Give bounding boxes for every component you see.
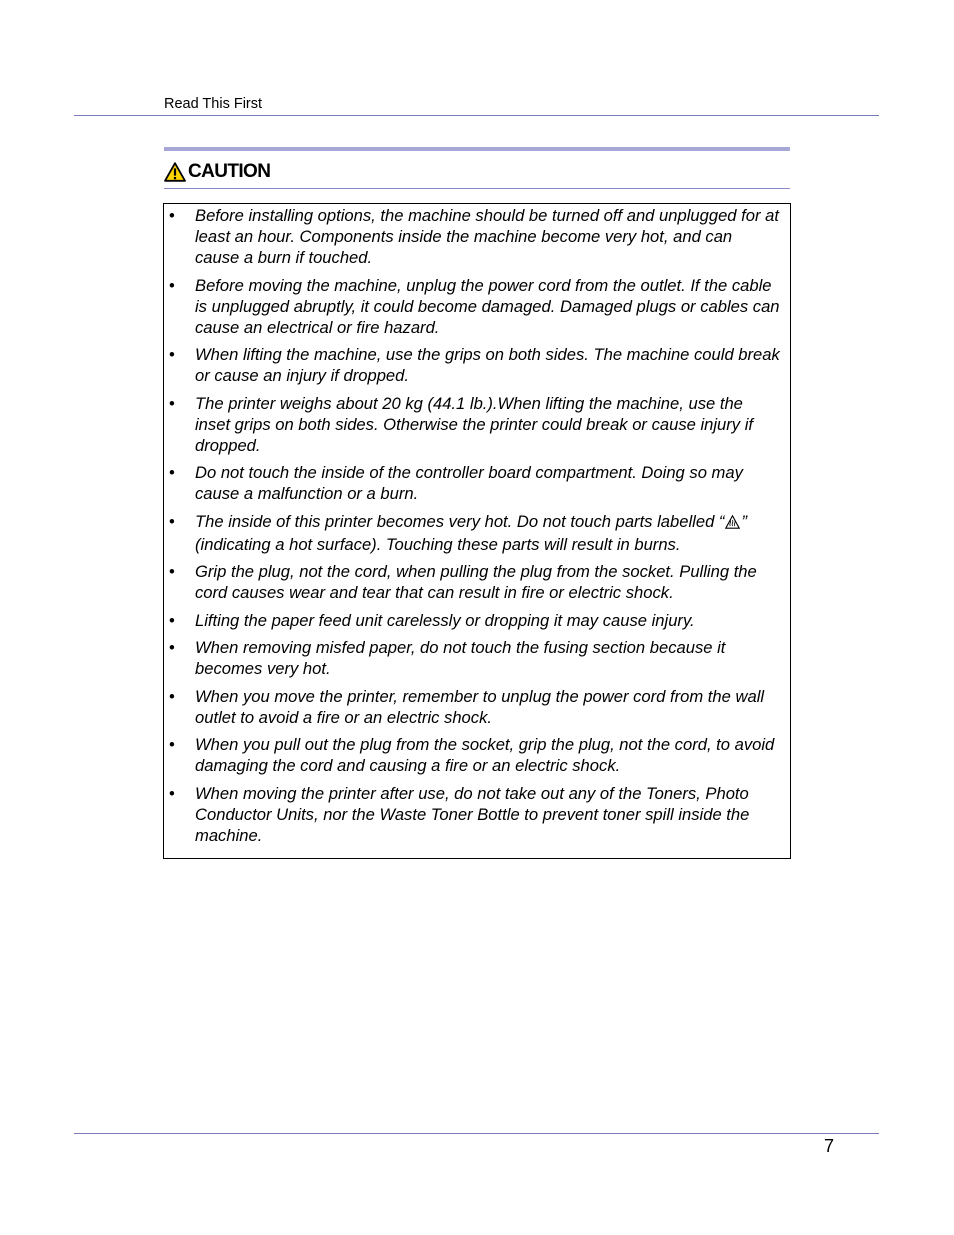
caution-item bbox=[164, 462, 790, 504]
caution-heading bbox=[164, 160, 270, 184]
caution-item-text: When lifting the machine, use the grips on both sides. The machine could break or cause an injury if dropped. bbox=[195, 345, 780, 385]
caution-item-text: When removing misfed paper, do not touch the fusing section because it becomes very hot. bbox=[195, 638, 726, 678]
caution-item-text: The inside of this printer becomes very hot. Do not touch parts labelled “ bbox=[195, 511, 725, 531]
caution-top-bar bbox=[164, 147, 790, 151]
bullet-icon: • bbox=[169, 686, 175, 706]
bullet-icon: • bbox=[169, 562, 175, 581]
caution-item bbox=[164, 344, 790, 386]
bullet-icon: • bbox=[169, 393, 175, 413]
hot-surface-icon bbox=[725, 513, 740, 534]
bullet-icon: • bbox=[169, 206, 175, 225]
caution-item bbox=[164, 275, 790, 338]
caution-item bbox=[164, 637, 790, 679]
caution-item bbox=[164, 205, 790, 268]
footer-divider bbox=[74, 1133, 879, 1134]
caution-item bbox=[164, 610, 790, 631]
bullet-icon: • bbox=[169, 463, 175, 482]
bullet-icon: • bbox=[169, 638, 175, 657]
bullet-icon: • bbox=[169, 735, 175, 754]
bullet-icon: • bbox=[169, 511, 175, 531]
caution-list bbox=[164, 205, 790, 846]
running-header: Read This First bbox=[164, 96, 263, 112]
bullet-icon: • bbox=[169, 345, 175, 364]
caution-item bbox=[164, 393, 790, 456]
caution-item bbox=[164, 511, 790, 555]
caution-item-text: When you pull out the plug from the socket, grip the plug, not the cord, to avoid damaging the cord and causing a fire or an electric shock. bbox=[195, 735, 775, 775]
caution-item-text: ” (indicating a hot surface). Touching these parts will result in burns. bbox=[195, 511, 747, 554]
warning-triangle-icon bbox=[164, 162, 186, 182]
caution-item bbox=[164, 783, 790, 846]
caution-label: CAUTION bbox=[188, 161, 271, 182]
caution-item-text: Do not touch the inside of the controller board compartment. Doing so may cause a malfunction or a burn. bbox=[195, 463, 743, 503]
page-number: 7 bbox=[824, 1136, 835, 1156]
caution-item-text: When moving the printer after use, do not take out any of the Toners, Photo Conductor Units, nor the Waste Toner Bottle to prevent toner spill inside the machine. bbox=[195, 783, 750, 845]
caution-item-text: Before moving the machine, unplug the power cord from the outlet. If the cable is unplugged abruptly, it could become damaged. Damaged plugs or cables can cause an electrical or fire hazard. bbox=[195, 275, 780, 337]
caution-item bbox=[164, 686, 790, 728]
caution-item-text: The printer weighs about 20 kg (44.1 lb.).When lifting the machine, use the inset grips on both sides. Otherwise the printer could break or cause injury if dropped. bbox=[195, 393, 754, 455]
caution-item-text: Before installing options, the machine should be turned off and unplugged for at least an hour. Components inside the machine become very hot, and can cause a burn if touched. bbox=[195, 206, 779, 267]
caution-item bbox=[164, 734, 790, 776]
caution-item-text: Grip the plug, not the cord, when pulling the plug from the socket. Pulling the cord causes wear and tear that can result in fire or electric shock. bbox=[195, 562, 757, 602]
bullet-icon: • bbox=[169, 783, 175, 803]
caution-divider bbox=[164, 188, 790, 189]
caution-item-text: Lifting the paper feed unit carelessly or dropping it may cause injury. bbox=[195, 610, 695, 630]
bullet-icon: • bbox=[169, 610, 175, 630]
header-divider bbox=[74, 115, 879, 116]
caution-item bbox=[164, 561, 790, 603]
bullet-icon: • bbox=[169, 275, 175, 295]
caution-item-text: When you move the printer, remember to unplug the power cord from the wall outlet to avoid a fire or an electric shock. bbox=[195, 686, 765, 727]
caution-box bbox=[163, 203, 791, 859]
